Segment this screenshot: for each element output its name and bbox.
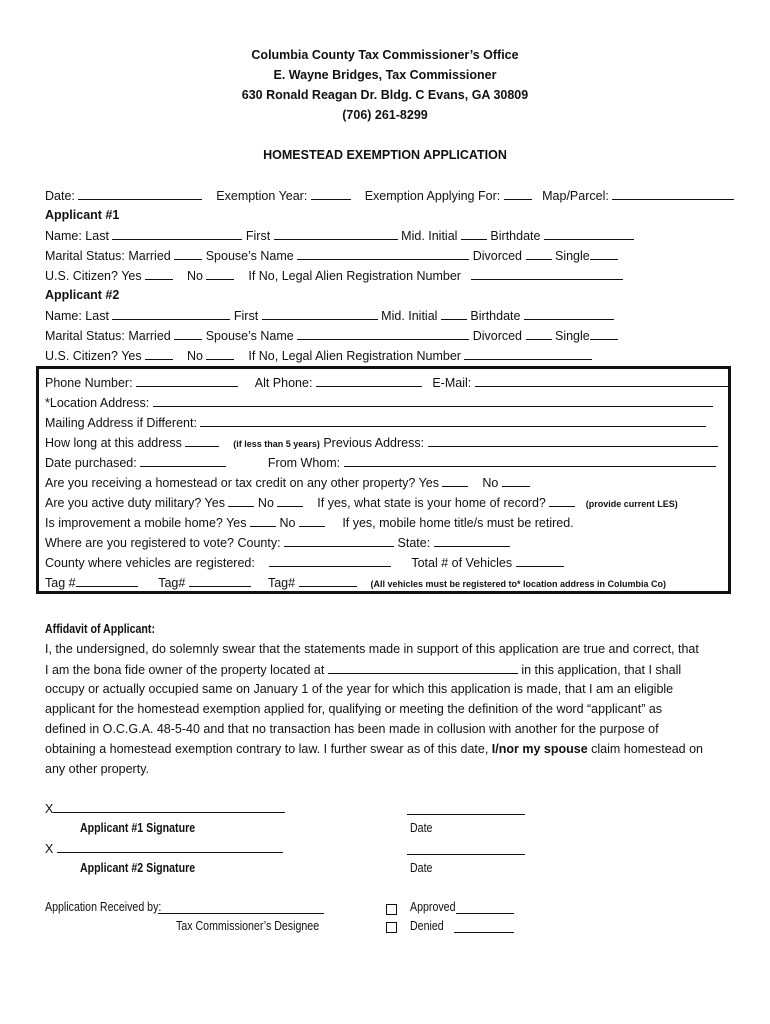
affidavit-line-4: applicant for the homestead exemption applied for, qualifying or meeting the definition of the word “applicant” as [45, 702, 663, 716]
military-no-label: No [257, 496, 274, 510]
applicant2-divorced-field[interactable] [526, 328, 552, 340]
single-label: Single [554, 249, 590, 263]
how-long-label: How long at this address [45, 436, 182, 450]
how-long-row [45, 435, 718, 452]
mobile-retired-note: If yes, mobile home title/s must be retired. [342, 516, 574, 530]
denied-label: Denied [410, 919, 444, 933]
map-parcel-label: Map/Parcel: [542, 189, 609, 203]
location-label: *Location Address: [45, 396, 150, 410]
applicant1-signature-field[interactable] [53, 801, 285, 813]
phone-field[interactable] [136, 375, 238, 387]
affidavit-line-3: occupy or actually occupied same on January 1 of the year for which this application is made, that I am an eligible [45, 682, 674, 696]
receiving-label: Are you receiving a homestead or tax credit on any other property? Yes [45, 476, 439, 490]
applicant1-citizen-yes-field[interactable] [145, 268, 173, 280]
vehicles-row [45, 555, 564, 571]
previous-address-label: Previous Address: [323, 436, 425, 450]
applicant2-mid-initial-field[interactable] [441, 308, 467, 320]
citizen-no-label: No [186, 349, 203, 363]
phone-row [45, 375, 729, 391]
applicant1-last-name-field[interactable] [112, 228, 242, 240]
applicant1-first-name-field[interactable] [274, 228, 398, 240]
military-state-label: If yes, what state is your home of record? [317, 496, 546, 510]
applicant1-single-field[interactable] [590, 248, 618, 260]
affidavit-application-text: in this application, that I shall [521, 663, 682, 677]
spouse-name-label: Spouse’s Name [205, 329, 294, 343]
last-name-label: Name: Last [45, 309, 109, 323]
exemption-for-label: Exemption Applying For: [364, 189, 501, 203]
applicant2-single-field[interactable] [590, 328, 618, 340]
applicant2-citizen-yes-field[interactable] [145, 348, 173, 360]
denied-checkbox[interactable] [386, 922, 397, 933]
affidavit-claim-text: claim homestead on [591, 742, 704, 756]
applicant2-first-name-field[interactable] [262, 308, 378, 320]
office-phone: (706) 261-8299 [342, 108, 428, 122]
affidavit-property-text: I am the bona fide owner of the property located at [45, 663, 325, 677]
receiving-no-label: No [482, 476, 499, 490]
less-than-5-note: (if less than 5 years) [233, 439, 320, 449]
date1-field[interactable] [407, 803, 525, 815]
citizen-no-label: No [186, 269, 203, 283]
marital-married-label: Marital Status: Married [45, 249, 171, 263]
affidavit-line-1: I, the undersigned, do solemnly swear that the statements made in support of this application are true and correct, that [45, 642, 699, 656]
applicant2-signature-field[interactable] [57, 841, 283, 853]
applicant2-marital-row [45, 328, 618, 344]
form-title: HOMESTEAD EXEMPTION APPLICATION [263, 148, 507, 162]
applicant1-married-field[interactable] [174, 248, 202, 260]
marital-married-label: Marital Status: Married [45, 329, 171, 343]
approved-checkbox[interactable] [386, 904, 397, 915]
applicant1-spouse-name-field[interactable] [297, 248, 469, 260]
applicant1-divorced-field[interactable] [526, 248, 552, 260]
mailing-field[interactable] [200, 415, 706, 427]
mobile-no-field[interactable] [299, 515, 325, 527]
applicant1-birthdate-field[interactable] [544, 228, 634, 240]
affidavit-line-6 [45, 742, 703, 757]
approved-label: Approved [410, 900, 456, 914]
email-field[interactable] [475, 375, 729, 387]
applicant1-signature-label: Applicant #1 Signature [80, 821, 196, 835]
alien-registration-label: If No, Legal Alien Registration Number [248, 269, 461, 283]
applicant1-marital-row [45, 248, 618, 264]
mid-initial-label: Mid. Initial [401, 229, 458, 243]
tag2-field[interactable] [189, 575, 251, 587]
tag3-field[interactable] [299, 575, 357, 587]
date-purchased-label: Date purchased: [45, 456, 137, 470]
alien-registration-label: If No, Legal Alien Registration Number [248, 349, 461, 363]
exemption-for-field[interactable] [504, 188, 532, 200]
applicant2-heading: Applicant #2 [45, 288, 120, 302]
first-name-label: First [233, 309, 259, 323]
les-note: (provide current LES) [585, 499, 678, 509]
email-label: E-Mail: [432, 376, 472, 390]
tag3-label: Tag# [267, 576, 296, 590]
affidavit-heading: Affidavit of Applicant: [45, 622, 155, 636]
affidavit-swear-text: obtaining a homestead exemption contrary to law. I further swear as of this date, [45, 742, 489, 756]
signature2-row [45, 841, 283, 857]
date1-label: Date [410, 821, 433, 835]
commissioner-name: E. Wayne Bridges, Tax Commissioner [273, 68, 497, 82]
approved-field[interactable] [456, 902, 514, 914]
alt-phone-field[interactable] [316, 375, 422, 387]
first-name-label: First [245, 229, 271, 243]
vehicles-county-field[interactable] [269, 555, 391, 567]
vote-state-field[interactable] [434, 535, 510, 547]
received-by-row [45, 900, 161, 915]
mailing-label: Mailing Address if Different: [45, 416, 197, 430]
receiving-no-field[interactable] [502, 475, 530, 487]
location-field[interactable] [153, 395, 713, 407]
applicant1-name-row [45, 228, 634, 244]
applicant1-mid-initial-field[interactable] [461, 228, 487, 240]
divorced-label: Divorced [472, 249, 523, 263]
mobile-row [45, 515, 574, 531]
applicant1-alien-number-field[interactable] [471, 268, 623, 280]
military-state-field[interactable] [549, 495, 575, 507]
date-purchased-field[interactable] [140, 455, 226, 467]
applicant2-birthdate-field[interactable] [524, 308, 614, 320]
location-row [45, 395, 713, 411]
total-vehicles-field[interactable] [516, 555, 564, 567]
single-label: Single [554, 329, 590, 343]
receiving-yes-field[interactable] [442, 475, 468, 487]
date-label: Date: [45, 189, 75, 203]
received-by-field[interactable] [158, 902, 324, 914]
previous-address-field[interactable] [428, 435, 718, 447]
military-yes-field[interactable] [228, 495, 254, 507]
received-by-label: Application Received by: [45, 900, 162, 914]
vehicles-county-label: County where vehicles are registered: [45, 556, 255, 570]
divorced-label: Divorced [472, 329, 523, 343]
last-name-label: Name: Last [45, 229, 109, 243]
total-vehicles-label: Total # of Vehicles [411, 556, 513, 570]
applicant2-citizen-no-field[interactable] [206, 348, 234, 360]
applicant2-married-field[interactable] [174, 328, 202, 340]
exemption-year-label: Exemption Year: [216, 189, 308, 203]
applicant1-citizen-no-field[interactable] [206, 268, 234, 280]
applicant2-last-name-field[interactable] [112, 308, 230, 320]
mid-initial-label: Mid. Initial [381, 309, 438, 323]
mobile-label: Is improvement a mobile home? Yes [45, 516, 247, 530]
receiving-row [45, 475, 530, 491]
tag2-label: Tag# [158, 576, 186, 590]
affidavit-line-7: any other property. [45, 762, 149, 776]
tag1-label: Tag # [45, 576, 76, 590]
military-row [45, 495, 678, 512]
vote-county-label: Where are you registered to vote? County: [45, 536, 281, 550]
top-row [45, 188, 734, 204]
mobile-no-label: No [279, 516, 296, 530]
designee-label: Tax Commissioner’s Designee [176, 919, 320, 933]
applicant2-citizen-row [45, 348, 592, 364]
spouse-name-label: Spouse’s Name [205, 249, 294, 263]
affidavit-line-2 [45, 662, 681, 678]
date2-label: Date [410, 861, 433, 875]
date2-field[interactable] [407, 843, 525, 855]
vote-county-field[interactable] [284, 535, 394, 547]
alt-phone-label: Alt Phone: [254, 376, 313, 390]
signature1-x: X [45, 802, 54, 816]
how-long-field[interactable] [185, 435, 219, 447]
vote-state-label: State: [397, 536, 431, 550]
birthdate-label: Birthdate [490, 229, 541, 243]
applicant2-alien-number-field[interactable] [464, 348, 592, 360]
tag1-field[interactable] [76, 575, 138, 587]
tags-row [45, 575, 666, 592]
birthdate-label: Birthdate [470, 309, 521, 323]
citizen-yes-label: U.S. Citizen? Yes [45, 269, 142, 283]
military-no-field[interactable] [277, 495, 303, 507]
office-name: Columbia County Tax Commissioner’s Office [251, 48, 519, 62]
applicant1-heading: Applicant #1 [45, 208, 120, 222]
military-label: Are you active duty military? Yes [45, 496, 225, 510]
date-field[interactable] [78, 188, 202, 200]
vote-row [45, 535, 510, 551]
affidavit-spouse-text: I/nor my spouse [491, 742, 588, 756]
citizen-yes-label: U.S. Citizen? Yes [45, 349, 142, 363]
applicant2-signature-label: Applicant #2 Signature [80, 861, 196, 875]
from-whom-field[interactable] [344, 455, 716, 467]
mobile-yes-field[interactable] [250, 515, 276, 527]
exemption-year-field[interactable] [311, 188, 351, 200]
property-location-field[interactable] [328, 662, 518, 674]
affidavit-line-5: defined in O.C.G.A. 48-5-40 and that no transaction has been made in collusion with another for the purpose of [45, 722, 659, 736]
vehicles-note: (All vehicles must be registered to* location address in Columbia Co) [370, 579, 667, 589]
phone-label: Phone Number: [45, 376, 133, 390]
signature2-x: X [45, 842, 54, 856]
applicant2-spouse-name-field[interactable] [297, 328, 469, 340]
applicant2-name-row [45, 308, 614, 324]
office-address: 630 Ronald Reagan Dr. Bldg. C Evans, GA 30809 [241, 88, 529, 102]
mailing-row [45, 415, 706, 431]
date-purchased-row [45, 455, 716, 471]
applicant1-citizen-row [45, 268, 623, 284]
signature1-row [45, 801, 285, 817]
denied-field[interactable] [454, 921, 514, 933]
from-whom-label: From Whom: [267, 456, 341, 470]
map-parcel-field[interactable] [612, 188, 734, 200]
